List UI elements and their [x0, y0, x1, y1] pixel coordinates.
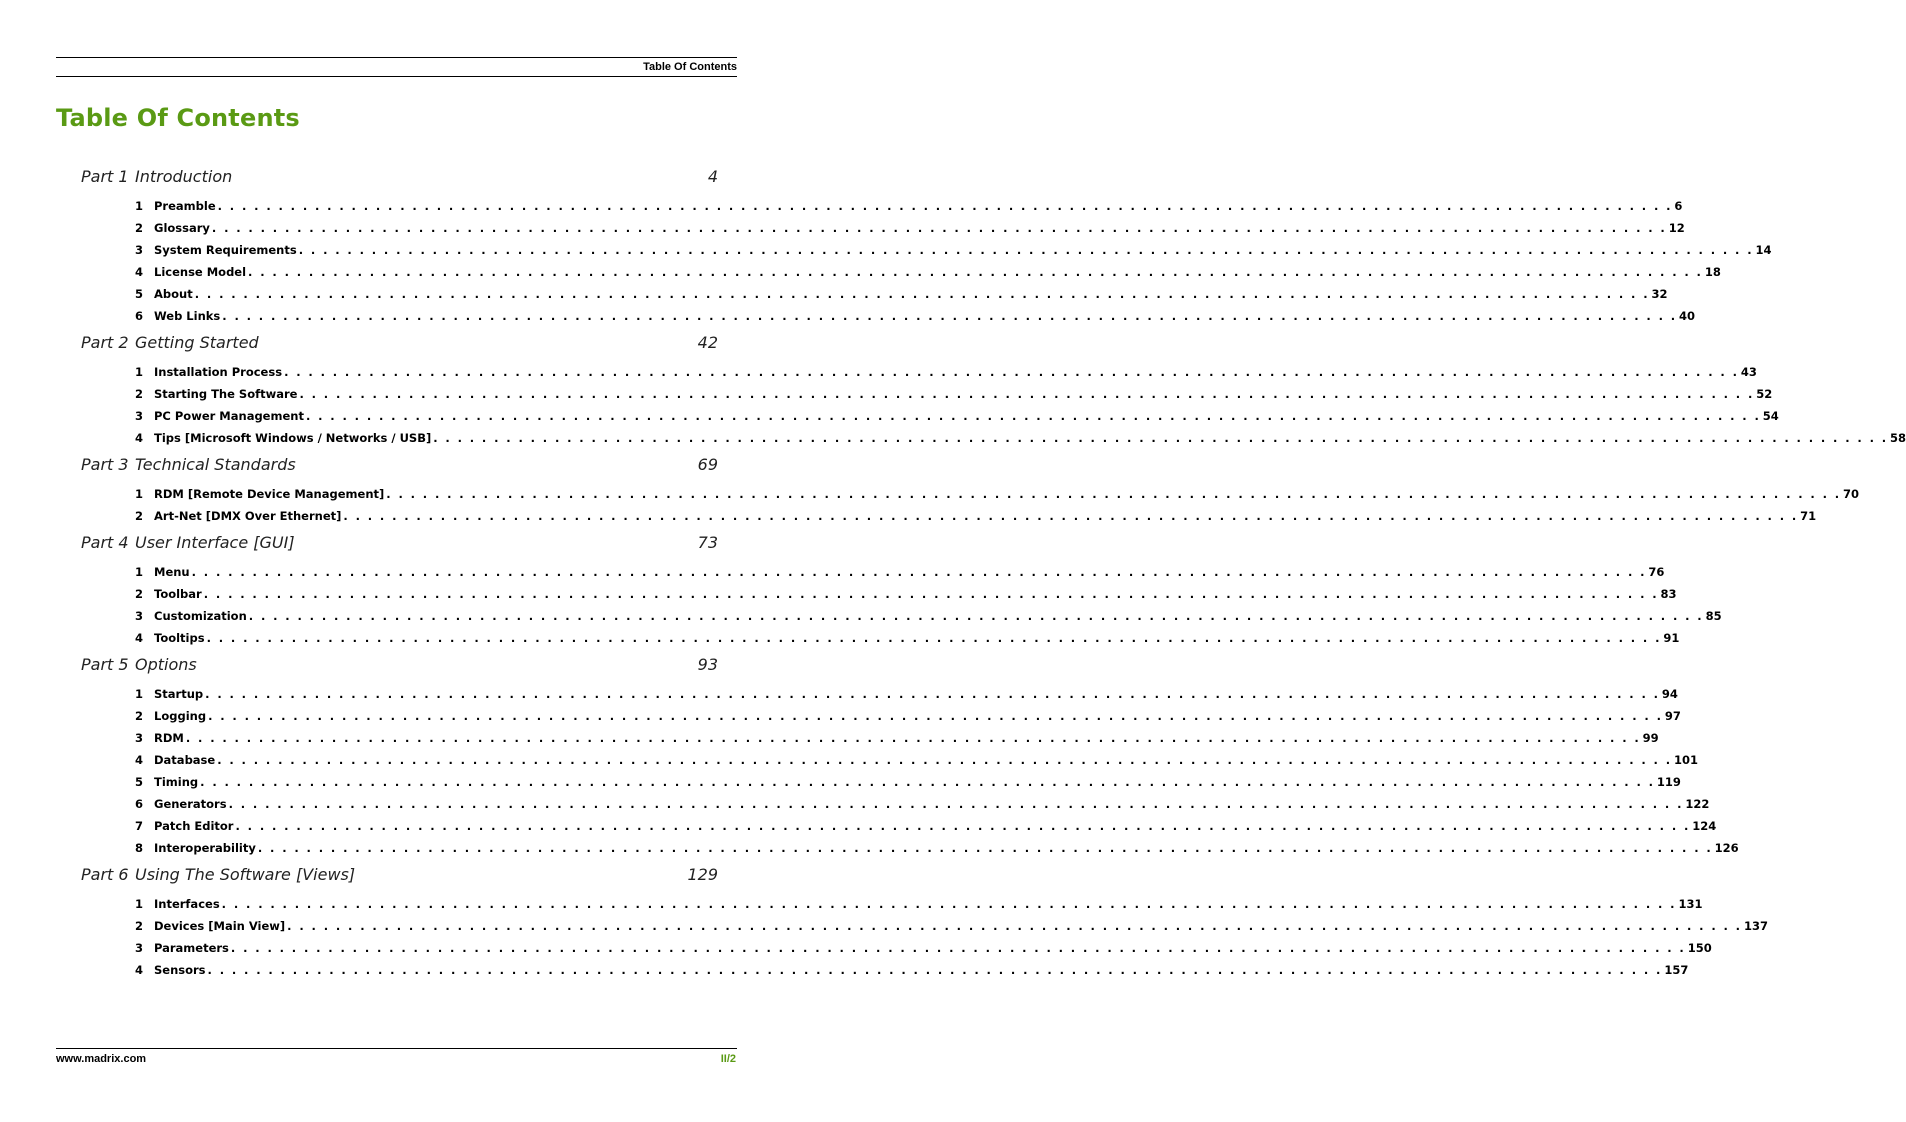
part-title: User Interface [GUI]	[135, 533, 295, 552]
toc-entry-row[interactable]	[0, 606, 1722, 628]
entry-number: 2	[135, 221, 144, 235]
entry-line	[154, 199, 1683, 213]
dot-leader: . . . . . . . . . . . . . . . . . . . . . . . . . . . . . . . . . . . . . . . . . . . . . . . . . . . . . . . . . . . . . . . . . . . . . . . . . . . . . . . . . . . . . . . . . . . . . . . . . . . . . . . . . . . . . . . . . . . . . . . .	[217, 753, 1672, 767]
spacer	[0, 189, 793, 196]
entry-line	[154, 487, 1860, 501]
toc-part-row[interactable]	[0, 655, 793, 677]
entry-title: Interfaces	[154, 897, 220, 911]
entry-page-number: 32	[1651, 287, 1668, 301]
spacer	[0, 450, 793, 454]
entry-number: 5	[135, 775, 144, 789]
entry-number: 4	[135, 265, 144, 279]
toc-entry-row[interactable]	[0, 838, 1739, 860]
toc-part-row[interactable]	[0, 865, 793, 887]
toc-entry-row[interactable]	[0, 750, 1698, 772]
entry-page-number: 58	[1890, 431, 1906, 445]
entry-title: Tooltips	[154, 631, 205, 645]
entry-line	[154, 265, 1721, 279]
toc-part-row[interactable]	[0, 533, 793, 555]
entry-line	[154, 287, 1668, 301]
footer-url[interactable]: www.madrix.com	[56, 1053, 147, 1065]
dot-leader: . . . . . . . . . . . . . . . . . . . . . . . . . . . . . . . . . . . . . . . . . . . . . . . . . . . . . . . . . . . . . . . . . . . . . . . . . . . . . . . . . . . . . . . . . . . . . . . . . . . . . . . . . . . . . . . . . . . . . . . .	[433, 431, 1889, 445]
entry-title: RDM [Remote Device Management]	[154, 487, 385, 501]
dot-leader: . . . . . . . . . . . . . . . . . . . . . . . . . . . . . . . . . . . . . . . . . . . . . . . . . . . . . . . . . . . . . . . . . . . . . . . . . . . . . . . . . . . . . . . . . . . . . . . . . . . . . . . . . . . . . . . . . . . . . . . .	[248, 265, 1703, 279]
dot-leader: . . . . . . . . . . . . . . . . . . . . . . . . . . . . . . . . . . . . . . . . . . . . . . . . . . . . . . . . . . . . . . . . . . . . . . . . . . . . . . . . . . . . . . . . . . . . . . . . . . . . . . . . . . . . . . . . . . . . . . . .	[205, 687, 1660, 701]
toc-entry-row[interactable]	[0, 218, 1685, 240]
dot-leader: . . . . . . . . . . . . . . . . . . . . . . . . . . . . . . . . . . . . . . . . . . . . . . . . . . . . . . . . . . . . . . . . . . . . . . . . . . . . . . . . . . . . . . . . . . . . . . . . . . . . . . . . . . . . . . . . . . . . . . . .	[248, 609, 1704, 623]
part-label: Part 6	[81, 865, 129, 884]
part-title: Introduction	[135, 167, 233, 186]
dot-leader: . . . . . . . . . . . . . . . . . . . . . . . . . . . . . . . . . . . . . . . . . . . . . . . . . . . . . . . . . . . . . . . . . . . . . . . . . . . . . . . . . . . . . . . . . . . . . . . . . . . . . . . . . . . . . . . . . . . . . . . .	[299, 387, 1755, 401]
entry-page-number: 12	[1668, 221, 1685, 235]
entry-number: 2	[135, 919, 144, 933]
dot-leader: . . . . . . . . . . . . . . . . . . . . . . . . . . . . . . . . . . . . . . . . . . . . . . . . . . . . . . . . . . . . . . . . . . . . . . . . . . . . . . . . . . . . . . . . . . . . . . . . . . . . . . . . . . . . . . . . . . . . . . . .	[200, 775, 1655, 789]
entry-number: 6	[135, 309, 144, 323]
entry-title: Web Links	[154, 309, 221, 323]
entry-number: 1	[135, 487, 144, 501]
entry-title: License Model	[154, 265, 247, 279]
entry-number: 4	[135, 753, 144, 767]
entry-page-number: 101	[1673, 753, 1698, 767]
spacer	[0, 860, 793, 864]
entry-page-number: 126	[1714, 841, 1739, 855]
entry-page-number: 18	[1704, 265, 1721, 279]
part-page-number: 4	[707, 167, 718, 186]
entry-number: 4	[135, 963, 144, 977]
entry-number: 1	[135, 687, 144, 701]
dot-leader: . . . . . . . . . . . . . . . . . . . . . . . . . . . . . . . . . . . . . . . . . . . . . . . . . . . . . . . . . . . . . . . . . . . . . . . . . . . . . . . . . . . . . . . . . . . . . . . . . . . . . . . . . . . . . . . . . . . . . . . .	[222, 309, 1678, 323]
dot-leader: . . . . . . . . . . . . . . . . . . . . . . . . . . . . . . . . . . . . . . . . . . . . . . . . . . . . . . . . . . . . . . . . . . . . . . . . . . . . . . . . . . . . . . . . . . . . . . . . . . . . . . . . . . . . . . . . . . . . . . . .	[221, 897, 1677, 911]
entry-page-number: 131	[1678, 897, 1703, 911]
dot-leader: . . . . . . . . . . . . . . . . . . . . . . . . . . . . . . . . . . . . . . . . . . . . . . . . . . . . . . . . . . . . . . . . . . . . . . . . . . . . . . . . . . . . . . . . . . . . . . . . . . . . . . . . . . . . . . . . . . . . . . . .	[207, 963, 1663, 977]
part-page-number: 42	[697, 333, 718, 352]
entry-title: Logging	[154, 709, 207, 723]
entry-line	[154, 753, 1698, 767]
entry-title: Devices [Main View]	[154, 919, 286, 933]
dot-leader: . . . . . . . . . . . . . . . . . . . . . . . . . . . . . . . . . . . . . . . . . . . . . . . . . . . . . . . . . . . . . . . . . . . . . . . . . . . . . . . . . . . . . . . . . . . . . . . . . . . . . . . . . . . . . . . . . . . . . . . .	[206, 631, 1662, 645]
entry-page-number: 124	[1692, 819, 1717, 833]
entry-number: 2	[135, 509, 144, 523]
toc-entry-row[interactable]	[0, 706, 1681, 728]
spacer	[0, 477, 793, 484]
entry-line	[154, 631, 1680, 645]
toc-entry-row[interactable]	[0, 384, 1773, 406]
entry-page-number: 83	[1660, 587, 1677, 601]
part-label: Part 5	[81, 655, 129, 674]
entry-title: About	[154, 287, 193, 301]
dot-leader: . . . . . . . . . . . . . . . . . . . . . . . . . . . . . . . . . . . . . . . . . . . . . . . . . . . . . . . . . . . . . . . . . . . . . . . . . . . . . . . . . . . . . . . . . . . . . . . . . . . . . . . . . . . . . . . . . . . . . . . .	[203, 587, 1659, 601]
toc-part-row[interactable]	[0, 333, 793, 355]
dot-leader: . . . . . . . . . . . . . . . . . . . . . . . . . . . . . . . . . . . . . . . . . . . . . . . . . . . . . . . . . . . . . . . . . . . . . . . . . . . . . . . . . . . . . . . . . . . . . . . . . . . . . . . . . . . . . . . . . . . . . . . .	[191, 565, 1647, 579]
entry-page-number: 119	[1656, 775, 1681, 789]
toc-entry-row[interactable]	[0, 960, 1689, 982]
entry-title: Toolbar	[154, 587, 202, 601]
entry-line	[154, 509, 1817, 523]
entry-title: Glossary	[154, 221, 210, 235]
entry-page-number: 70	[1843, 487, 1860, 501]
entry-line	[154, 409, 1779, 423]
part-title: Using The Software [Views]	[135, 865, 356, 884]
spacer	[0, 328, 793, 332]
entry-title: Patch Editor	[154, 819, 234, 833]
entry-title: Preamble	[154, 199, 216, 213]
toc-entry-row[interactable]	[0, 484, 1860, 506]
entry-line	[154, 387, 1773, 401]
toc-entry-row[interactable]	[0, 506, 1817, 528]
toc-entry-row[interactable]	[0, 628, 1680, 650]
toc-entry-row[interactable]	[0, 938, 1712, 960]
footer-rule	[56, 1048, 737, 1049]
dot-leader: . . . . . . . . . . . . . . . . . . . . . . . . . . . . . . . . . . . . . . . . . . . . . . . . . . . . . . . . . . . . . . . . . . . . . . . . . . . . . . . . . . . . . . . . . . . . . . . . . . . . . . . . . . . . . . . . . . . . . . . .	[230, 941, 1686, 955]
spacer	[0, 355, 793, 362]
entry-number: 1	[135, 365, 144, 379]
entry-page-number: 85	[1705, 609, 1722, 623]
toc-entry-row[interactable]	[0, 562, 1665, 584]
entry-number: 1	[135, 897, 144, 911]
entry-line	[154, 797, 1710, 811]
entry-line	[154, 243, 1772, 257]
entry-number: 8	[135, 841, 144, 855]
entry-title: Parameters	[154, 941, 229, 955]
entry-number: 3	[135, 243, 144, 257]
dot-leader: . . . . . . . . . . . . . . . . . . . . . . . . . . . . . . . . . . . . . . . . . . . . . . . . . . . . . . . . . . . . . . . . . . . . . . . . . . . . . . . . . . . . . . . . . . . . . . . . . . . . . . . . . . . . . . . . . . . . . . . .	[208, 709, 1663, 723]
dot-leader: . . . . . . . . . . . . . . . . . . . . . . . . . . . . . . . . . . . . . . . . . . . . . . . . . . . . . . . . . . . . . . . . . . . . . . . . . . . . . . . . . . . . . . . . . . . . . . . . . . . . . . . . . . . . . . . . . . . . . . . .	[386, 487, 1842, 501]
dot-leader: . . . . . . . . . . . . . . . . . . . . . . . . . . . . . . . . . . . . . . . . . . . . . . . . . . . . . . . . . . . . . . . . . . . . . . . . . . . . . . . . . . . . . . . . . . . . . . . . . . . . . . . . . . . . . . . . . . . . . . . .	[194, 287, 1650, 301]
part-title: Getting Started	[135, 333, 259, 352]
entry-page-number: 76	[1648, 565, 1665, 579]
spacer	[0, 887, 793, 894]
entry-page-number: 137	[1743, 919, 1768, 933]
toc-entry-row[interactable]	[0, 816, 1717, 838]
spacer	[0, 528, 793, 532]
entry-title: PC Power Management	[154, 409, 304, 423]
entry-page-number: 97	[1664, 709, 1681, 723]
spacer	[0, 982, 793, 986]
entry-page-number: 52	[1756, 387, 1773, 401]
entry-page-number: 94	[1661, 687, 1678, 701]
entry-title: Starting The Software	[154, 387, 298, 401]
dot-leader: . . . . . . . . . . . . . . . . . . . . . . . . . . . . . . . . . . . . . . . . . . . . . . . . . . . . . . . . . . . . . . . . . . . . . . . . . . . . . . . . . . . . . . . . . . . . . . . . . . . . . . . . . . . . . . . . . . . . . . . .	[305, 409, 1761, 423]
part-title: Options	[135, 655, 197, 674]
entry-line	[154, 919, 1768, 933]
entry-line	[154, 709, 1681, 723]
entry-page-number: 122	[1685, 797, 1710, 811]
entry-number: 3	[135, 409, 144, 423]
entry-number: 1	[135, 199, 144, 213]
toc-entry-row[interactable]	[0, 406, 1779, 428]
entry-title: Timing	[154, 775, 199, 789]
entry-page-number: 91	[1663, 631, 1680, 645]
toc-entry-row[interactable]	[0, 362, 1757, 384]
entry-line	[154, 941, 1712, 955]
running-header: Table Of Contents	[643, 61, 737, 73]
entry-number: 7	[135, 819, 144, 833]
toc-part-row[interactable]	[0, 455, 793, 477]
dot-leader: . . . . . . . . . . . . . . . . . . . . . . . . . . . . . . . . . . . . . . . . . . . . . . . . . . . . . . . . . . . . . . . . . . . . . . . . . . . . . . . . . . . . . . . . . . . . . . . . . . . . . . . . . . . . . . . . . . . . . . . .	[287, 919, 1742, 933]
part-title: Technical Standards	[135, 455, 296, 474]
entry-number: 1	[135, 565, 144, 579]
toc-entry-row[interactable]	[0, 894, 1703, 916]
entry-line	[154, 687, 1678, 701]
entry-title: Startup	[154, 687, 204, 701]
part-label: Part 2	[81, 333, 129, 352]
entry-title: System Requirements	[154, 243, 297, 257]
dot-leader: . . . . . . . . . . . . . . . . . . . . . . . . . . . . . . . . . . . . . . . . . . . . . . . . . . . . . . . . . . . . . . . . . . . . . . . . . . . . . . . . . . . . . . . . . . . . . . . . . . . . . . . . . . . . . . . . . . . . . . . .	[185, 731, 1641, 745]
part-page-number: 129	[687, 865, 718, 884]
entry-line	[154, 841, 1739, 855]
entry-page-number: 43	[1740, 365, 1757, 379]
toc-entry-row[interactable]	[0, 916, 1768, 938]
entry-title: Generators	[154, 797, 227, 811]
entry-line	[154, 565, 1665, 579]
entry-number: 3	[135, 941, 144, 955]
toc-entry-row[interactable]	[0, 684, 1678, 706]
entry-line	[154, 775, 1681, 789]
entry-line	[154, 431, 1906, 445]
toc-part-row[interactable]	[0, 167, 793, 189]
toc-entry-row[interactable]	[0, 728, 1659, 750]
part-page-number: 93	[697, 655, 718, 674]
entry-number: 6	[135, 797, 144, 811]
toc-entry-row[interactable]	[0, 196, 1683, 218]
dot-leader: . . . . . . . . . . . . . . . . . . . . . . . . . . . . . . . . . . . . . . . . . . . . . . . . . . . . . . . . . . . . . . . . . . . . . . . . . . . . . . . . . . . . . . . . . . . . . . . . . . . . . . . . . . . . . . . . . . . . . . . .	[235, 819, 1691, 833]
entry-number: 4	[135, 631, 144, 645]
entry-title: Database	[154, 753, 216, 767]
part-label: Part 1	[81, 167, 129, 186]
entry-title: Installation Process	[154, 365, 283, 379]
entry-page-number: 99	[1642, 731, 1659, 745]
entry-line	[154, 897, 1703, 911]
dot-leader: . . . . . . . . . . . . . . . . . . . . . . . . . . . . . . . . . . . . . . . . . . . . . . . . . . . . . . . . . . . . . . . . . . . . . . . . . . . . . . . . . . . . . . . . . . . . . . . . . . . . . . . . . . . . . . . . . . . . . . . .	[228, 797, 1684, 811]
toc-entry-row[interactable]	[0, 794, 1710, 816]
dot-leader: . . . . . . . . . . . . . . . . . . . . . . . . . . . . . . . . . . . . . . . . . . . . . . . . . . . . . . . . . . . . . . . . . . . . . . . . . . . . . . . . . . . . . . . . . . . . . . . . . . . . . . . . . . . . . . . . . . . . . . . .	[343, 509, 1799, 523]
entry-page-number: 157	[1664, 963, 1689, 977]
entry-line	[154, 221, 1685, 235]
entry-line	[154, 365, 1757, 379]
entry-page-number: 150	[1687, 941, 1712, 955]
page-title: Table Of Contents	[56, 104, 300, 132]
spacer	[0, 677, 793, 684]
entry-title: Sensors	[154, 963, 206, 977]
toc-entry-row[interactable]	[0, 584, 1677, 606]
entry-number: 4	[135, 431, 144, 445]
entry-line	[154, 819, 1717, 833]
entry-title: RDM	[154, 731, 184, 745]
entry-line	[154, 963, 1689, 977]
part-page-number: 69	[697, 455, 718, 474]
part-label: Part 4	[81, 533, 129, 552]
entry-number: 3	[135, 731, 144, 745]
entry-number: 5	[135, 287, 144, 301]
entry-title: Menu	[154, 565, 190, 579]
entry-number: 2	[135, 709, 144, 723]
entry-line	[154, 731, 1659, 745]
entry-page-number: 14	[1755, 243, 1772, 257]
entry-title: Tips [Microsoft Windows / Networks / USB]	[154, 431, 432, 445]
footer-page-number: II/2	[720, 1053, 736, 1065]
entry-page-number: 54	[1762, 409, 1779, 423]
entry-number: 2	[135, 587, 144, 601]
table-of-contents	[0, 166, 1906, 986]
entry-number: 2	[135, 387, 144, 401]
toc-entry-row[interactable]	[0, 284, 1668, 306]
dot-leader: . . . . . . . . . . . . . . . . . . . . . . . . . . . . . . . . . . . . . . . . . . . . . . . . . . . . . . . . . . . . . . . . . . . . . . . . . . . . . . . . . . . . . . . . . . . . . . . . . . . . . . . . . . . . . . . . . . . . . . . .	[211, 221, 1667, 235]
dot-leader: . . . . . . . . . . . . . . . . . . . . . . . . . . . . . . . . . . . . . . . . . . . . . . . . . . . . . . . . . . . . . . . . . . . . . . . . . . . . . . . . . . . . . . . . . . . . . . . . . . . . . . . . . . . . . . . . . . . . . . . .	[298, 243, 1754, 257]
entry-number: 3	[135, 609, 144, 623]
spacer	[0, 555, 793, 562]
entry-line	[154, 587, 1677, 601]
entry-line	[154, 609, 1722, 623]
entry-title: Customization	[154, 609, 247, 623]
entry-title: Art-Net [DMX Over Ethernet]	[154, 509, 342, 523]
dot-leader: . . . . . . . . . . . . . . . . . . . . . . . . . . . . . . . . . . . . . . . . . . . . . . . . . . . . . . . . . . . . . . . . . . . . . . . . . . . . . . . . . . . . . . . . . . . . . . . . . . . . . . . . . . . . . . . . . . . . . . . .	[284, 365, 1739, 379]
entry-page-number: 6	[1674, 199, 1683, 213]
header-underline	[56, 76, 737, 77]
entry-page-number: 71	[1800, 509, 1817, 523]
toc-entry-row[interactable]	[0, 262, 1721, 284]
toc-entry-row[interactable]	[0, 772, 1681, 794]
entry-line	[154, 309, 1696, 323]
dot-leader: . . . . . . . . . . . . . . . . . . . . . . . . . . . . . . . . . . . . . . . . . . . . . . . . . . . . . . . . . . . . . . . . . . . . . . . . . . . . . . . . . . . . . . . . . . . . . . . . . . . . . . . . . . . . . . . . . . . . . . . .	[217, 199, 1673, 213]
part-label: Part 3	[81, 455, 129, 474]
toc-entry-row[interactable]	[0, 306, 1696, 328]
entry-page-number: 40	[1679, 309, 1696, 323]
entry-title: Interoperability	[154, 841, 256, 855]
toc-entry-row[interactable]	[0, 428, 1906, 450]
header-rule	[56, 57, 737, 58]
spacer	[0, 650, 793, 654]
toc-entry-row[interactable]	[0, 240, 1772, 262]
dot-leader: . . . . . . . . . . . . . . . . . . . . . . . . . . . . . . . . . . . . . . . . . . . . . . . . . . . . . . . . . . . . . . . . . . . . . . . . . . . . . . . . . . . . . . . . . . . . . . . . . . . . . . . . . . . . . . . . . . . . . . . .	[257, 841, 1713, 855]
part-page-number: 73	[697, 533, 718, 552]
